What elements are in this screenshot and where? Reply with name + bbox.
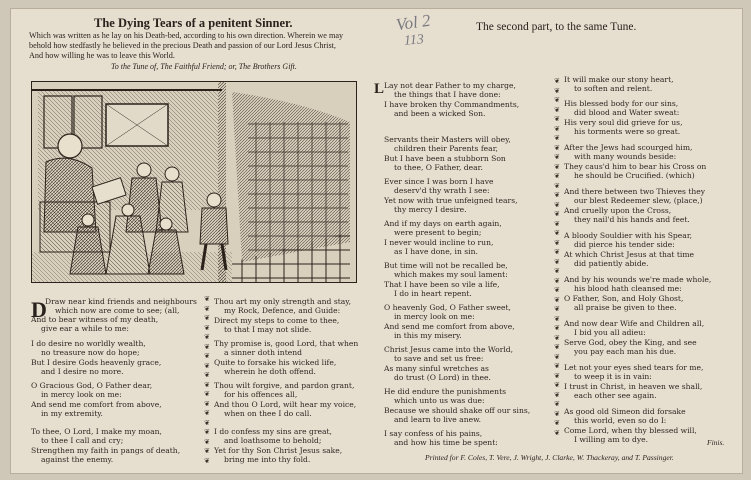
- left-stanza-3: [31, 381, 205, 419]
- verse-line: I say confess of his pains,: [384, 429, 483, 438]
- right1-stanza-4: [384, 219, 552, 257]
- right1-stanza-8: [384, 387, 552, 425]
- verse-line: A bloody Souldier with his Spear,: [564, 231, 693, 240]
- verse-line: in mercy look on me:: [41, 390, 122, 400]
- verse-line: Lay not dear Father to my charge,: [384, 81, 516, 90]
- verse-line: But time will not be recalled be,: [384, 261, 508, 270]
- verse-line: with many wounds beside:: [574, 152, 677, 162]
- ornament-rule: ❦ ❦ ❦ ❦ ❦ ❦ ❦ ❦ ❦ ❦ ❦ ❦ ❦ ❦ ❦ ❦ ❦ ❦ ❦ ❦ ❦ ❦ ❦ ❦ ❦ ❦ ❦ ❦ ❦ ❦ ❦ ❦ ❦ ❦ ❦ ❦ ❦ ❦: [554, 77, 560, 437]
- verse-line: Because we should shake off our sins,: [384, 405, 531, 415]
- verse-line: They caus'd him to bear his Cross on: [564, 161, 707, 171]
- finis-mark: Finis.: [707, 438, 725, 447]
- manuscript-number-note: 113: [403, 32, 425, 49]
- manuscript-vol-note: Vol 2: [394, 10, 432, 35]
- verse-line: He did endure the punishments: [384, 387, 507, 396]
- right1-stanza-5: [384, 261, 552, 299]
- verse-line: he should be Crucified. (which): [574, 171, 695, 181]
- right1-stanza-6: [384, 303, 552, 341]
- verse-line: Serve God, obey the King, and see: [564, 337, 697, 347]
- subtitle-line-1: Which was written as he lay on his Death-bed, according to his own direction. Wherein we may: [29, 31, 344, 40]
- verse-line: our blest Redeemer slew, (place,): [574, 196, 703, 206]
- verse-line: which now are come to see; (all,: [55, 306, 180, 316]
- right2-stanza-4: [564, 187, 740, 225]
- verse-line: Thou art my only strength and stay,: [214, 297, 351, 306]
- mid-stanza-3: [214, 381, 382, 419]
- verse-line: After the Jews had scourged him,: [564, 143, 693, 152]
- verse-line: And to bear witness of my death,: [31, 315, 159, 324]
- verse-line: thy mercy I desire.: [394, 205, 467, 215]
- verse-line: his blood hath cleansed me:: [574, 284, 682, 294]
- second-part-heading: The second part, to the same Tune.: [476, 21, 637, 33]
- verse-line: And thou O Lord, wilt hear my voice,: [214, 399, 357, 409]
- verse-line: Let not your eyes shed tears for me,: [564, 363, 704, 372]
- left-stanza-4: [31, 427, 205, 465]
- verse-line: this world, even so do I:: [574, 416, 667, 426]
- right1-stanza-9: [384, 429, 552, 448]
- verse-line: for his offences all,: [224, 390, 298, 400]
- verse-line: I bid you all adieu:: [574, 328, 646, 338]
- verse-line: which makes my soul lament:: [394, 270, 508, 280]
- verse-line: I do in heart repent.: [394, 289, 472, 299]
- verse-line: Servants their Masters will obey,: [384, 135, 511, 144]
- verse-line: do trust (O Lord) in thee.: [394, 373, 491, 383]
- verse-line: his torments were so great.: [574, 127, 681, 137]
- verse-line: But I desire Gods heavenly grace,: [31, 357, 162, 367]
- right2-stanza-3: [564, 143, 740, 181]
- drop-cap-d: D: [31, 297, 47, 322]
- verse-line: did pierce his tender side:: [574, 240, 675, 250]
- verse-line: I have broken thy Commandments,: [384, 100, 520, 109]
- verse-line: to that I may not slide.: [224, 325, 312, 335]
- verse-line: were present to begin;: [394, 228, 482, 238]
- right2-stanza-6: [564, 275, 740, 313]
- verse-line: O heavenly God, O Father sweet,: [384, 303, 511, 312]
- tune-line: To the Tune of, The Faithful Friend; or, The Brothers Gift.: [111, 62, 297, 71]
- verse-line: Strengthen my faith in pangs of death,: [31, 445, 181, 455]
- right2-stanza-7: [564, 319, 740, 357]
- verse-line: in this my misery.: [394, 331, 462, 341]
- verse-line: I do desire no worldly wealth,: [31, 339, 146, 348]
- verse-line: I do confess my sins are great,: [214, 427, 332, 436]
- mid-stanza-2: [214, 339, 382, 377]
- mid-stanza-1: [214, 297, 382, 335]
- verse-line: Direct my steps to come to thee,: [214, 315, 340, 325]
- verse-line: As many sinful wretches as: [384, 363, 489, 373]
- verse-line: bring me into thy fold.: [224, 455, 311, 465]
- verse-line: the things that I have done:: [394, 90, 501, 100]
- right2-stanza-5: [564, 231, 740, 269]
- verse-line: to weep it is in vain:: [574, 372, 652, 382]
- right1-stanza-2: [384, 135, 552, 173]
- mid-stanza-4: [214, 427, 382, 465]
- woodcut-illustration: [31, 81, 357, 283]
- verse-line: And send me comfort from above,: [31, 399, 162, 409]
- subtitle-line-3: And how willing he was to leave this World.: [29, 51, 175, 60]
- verse-line: all praise be given to thee.: [574, 303, 677, 313]
- verse-line: But I have been a stubborn Son: [384, 153, 506, 163]
- verse-line: to save and set us free:: [394, 354, 484, 364]
- left-stanza-1: [45, 297, 205, 316]
- verse-line: And if my days on earth again,: [384, 219, 502, 228]
- left-stanza-1b: [31, 315, 205, 334]
- verse-line: and loathsome to behold;: [224, 436, 322, 446]
- verse-line: Ever since I was born I have: [384, 177, 494, 186]
- verse-line: did blood and Water sweat:: [574, 108, 680, 118]
- verse-line: And now dear Wife and Children all,: [564, 319, 705, 328]
- right1-stanza-7: [384, 345, 552, 383]
- verse-line: did patiently abide.: [574, 259, 649, 269]
- right2-stanza-1: [564, 75, 740, 94]
- verse-line: I trust in Christ, in heaven we shall,: [564, 381, 703, 391]
- verse-line: His very soul did grieve for us,: [564, 117, 683, 127]
- right2-stanza-2: [564, 99, 740, 137]
- right1-stanza-1: [384, 81, 552, 100]
- verse-line: my Rock, Defence, and Guide:: [224, 306, 341, 316]
- verse-line: as I have done, in sin.: [394, 247, 478, 257]
- verse-line: Thou wilt forgive, and pardon grant,: [214, 381, 355, 390]
- verse-line: O Father, Son, and Holy Ghost,: [564, 293, 684, 303]
- verse-line: no treasure now do hope;: [41, 348, 140, 358]
- right2-stanza-8: [564, 363, 740, 401]
- ornament-rule: ❦ ❦ ❦ ❦ ❦ ❦ ❦ ❦ ❦ ❦ ❦ ❦ ❦ ❦ ❦ ❦ ❦ ❦: [204, 295, 210, 465]
- verse-line: Yet now with true unfeigned tears,: [384, 195, 518, 205]
- right1-stanza-3: [384, 177, 552, 215]
- verse-line: Thy promise is, good Lord, that when: [214, 339, 359, 348]
- verse-line: and I desire no more.: [41, 367, 124, 377]
- verse-line: To thee, O Lord, I make my moan,: [31, 427, 162, 436]
- page-title: The Dying Tears of a penitent Sinner.: [94, 16, 293, 30]
- verse-line: they nail'd his hands and feet.: [574, 215, 690, 225]
- verse-line: Come Lord, when thy blessed will,: [564, 425, 697, 435]
- verse-line: in mercy look on me:: [394, 312, 475, 322]
- verse-line: And send me comfort from above,: [384, 321, 515, 331]
- verse-line: each other see again.: [574, 391, 657, 401]
- verse-line: And cruelly upon the Cross,: [564, 205, 672, 215]
- verse-line: As good old Simeon did forsake: [564, 407, 686, 416]
- verse-line: At which Christ Jesus at that time: [564, 249, 695, 259]
- verse-line: and how his time be spent:: [394, 438, 498, 448]
- verse-line: you pay each man his due.: [574, 347, 677, 357]
- verse-line: when on thee I do call.: [224, 409, 312, 419]
- verse-line: against the enemy.: [41, 455, 114, 465]
- verse-line: a sinner doth intend: [224, 348, 302, 358]
- verse-line: His blessed body for our sins,: [564, 99, 679, 108]
- verse-line: in my extremity.: [41, 409, 103, 419]
- verse-line: to thee I call and cry;: [41, 436, 124, 446]
- verse-line: Draw near kind friends and neighbours: [45, 297, 197, 306]
- verse-line: wherein he doth offend.: [224, 367, 316, 377]
- verse-line: O Gracious God, O Father dear,: [31, 381, 153, 390]
- broadside-sheet: [10, 8, 743, 474]
- verse-line: And by his wounds we're made whole,: [564, 275, 712, 284]
- verse-line: Quite to forsake his wicked life,: [214, 357, 337, 367]
- verse-line: give ear a while to me:: [41, 324, 129, 334]
- verse-line: deserv'd thy wrath I see:: [394, 186, 490, 196]
- verse-line: That I have been so vile a life,: [384, 279, 500, 289]
- verse-line: And there between two Thieves they: [564, 187, 706, 196]
- verse-line: to thee, O Father, dear.: [394, 163, 483, 173]
- verse-line: and learn to live anew.: [394, 415, 482, 425]
- subtitle-line-2: behold how stedfastly he believed in the precious Death and passion of our Lord Jesus Christ,: [29, 41, 336, 50]
- verse-line: Christ Jesus came into the World,: [384, 345, 514, 354]
- right1-stanza-1b: [384, 100, 552, 119]
- verse-line: children their Parents fear,: [394, 144, 498, 154]
- verse-line: which unto us was due:: [394, 396, 485, 406]
- printer-imprint: Printed for F. Coles, T. Vere, J. Wright, J. Clarke, W. Thackeray, and T. Passinger.: [425, 453, 674, 462]
- verse-line: I willing am to dye.: [574, 435, 649, 445]
- verse-line: and been a wicked Son.: [394, 109, 486, 119]
- drop-cap-l: L: [374, 81, 385, 97]
- verse-line: It will make our stony heart,: [564, 75, 674, 84]
- left-stanza-2: [31, 339, 205, 377]
- verse-line: to soften and relent.: [574, 84, 653, 94]
- verse-line: Yet for thy Son Christ Jesus sake,: [214, 445, 343, 455]
- verse-line: I never would incline to run,: [384, 237, 494, 247]
